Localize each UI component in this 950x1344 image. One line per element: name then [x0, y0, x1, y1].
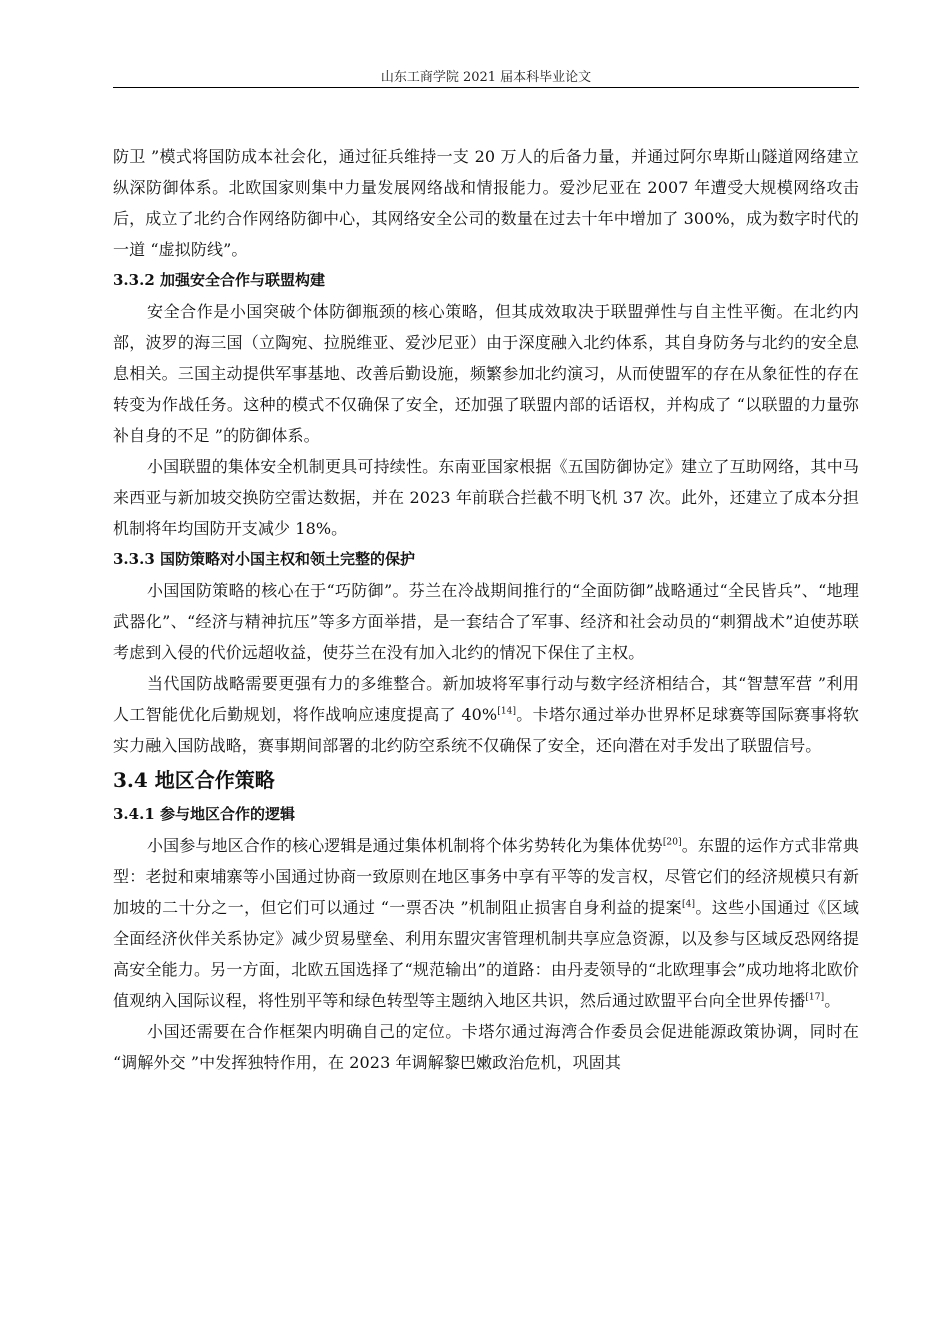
paragraph-collective-security: 小国联盟的集体安全机制更具可持续性。东南亚国家根据《五国防御协定》建立了互助网络，其中马来西亚与新加坡交换防空雷达数据，并在 2023 年前联合拦截不明飞机 37 次。此外，还建立了成本分担机制将年均国防开支减少 18%。: [113, 457, 859, 538]
text-run: 。这些小国通过《区域全面经济伙伴关系协定》减少贸易壁垒、利用东盟灾害管理机制共享应急资源，以及参与区域反恐网络提高安全能力。另一方面，北欧五国选择了“规范输出”的道路：由丹麦领导的“北欧理事会”成功地将北欧价值观纳入国际议程，将性别平等和绿色转型等主题纳入地区共识，然后通过欧盟平台向全世界传播: [113, 898, 859, 1010]
page-content: [113, 141, 859, 1078]
citation-14: [14]: [497, 706, 517, 717]
paragraph-regional-logic: [113, 830, 859, 1016]
heading-3-4-1: 3.4.1 参与地区合作的逻辑: [113, 805, 295, 823]
text-run: 。: [824, 991, 841, 1010]
running-header: 山东工商学院 2021 届本科毕业论文: [380, 70, 592, 85]
citation-20: [20]: [662, 837, 682, 848]
paragraph-positioning: 小国还需要在合作框架内明确自己的定位。卡塔尔通过海湾合作委员会促进能源政策协调，同时在 “调解外交 ”中发挥独特作用，在 2023 年调解黎巴嫩政治危机，巩固其: [113, 1022, 859, 1072]
text-run: 当代国防战略需要更强有力的多维整合。新加坡将军事行动与数字经济相结合，其“智慧军营 ”利用人工智能优化后勤规划，将作战响应速度提高了 40%: [113, 674, 859, 724]
paragraph-continuation: 防卫 ”模式将国防成本社会化，通过征兵维持一支 20 万人的后备力量，并通过阿尔卑斯山隧道网络建立纵深防御体系。北欧国家则集中力量发展网络战和情报能力。爱沙尼亚在 2007 年遭受大规模网络攻击后，成立了北约合作网络防御中心，其网络安全公司的数量在过去十年中增加了 300%，成为数字时代的一道 “虚拟防线”。: [113, 147, 859, 259]
heading-3-3-2: 3.3.2 加强安全合作与联盟构建: [113, 271, 325, 289]
heading-3-4: 3.4 地区合作策略: [113, 768, 275, 792]
text-run: 小国参与地区合作的核心逻辑是通过集体机制将个体劣势转化为集体优势: [147, 836, 663, 855]
heading-3-3-3: 3.3.3 国防策略对小国主权和领土完整的保护: [113, 550, 415, 568]
paragraph-smart-defense: 小国国防策略的核心在于“巧防御”。芬兰在冷战期间推行的“全面防御”战略通过“全民皆兵”、“地理武器化”、“经济与精神抗压”等多方面举措，是一套结合了军事、经济和社会动员的“刺猬战术”迫使苏联考虑到入侵的代价远超收益，使芬兰在没有加入北约的情况下保住了主权。: [113, 581, 859, 662]
citation-4: [4]: [682, 899, 696, 910]
paragraph-integration: [113, 668, 859, 761]
text-run: 。卡塔尔通过举办世界杯足球赛等国际赛事将软实力融入国防战略，赛事期间部署的北约防空系统不仅确保了安全，还向潜在对手发出了联盟信号。: [113, 705, 859, 755]
citation-17: [17]: [805, 992, 825, 1003]
text-run: 。东盟的运作方式非常典型：老挝和柬埔寨等小国通过协商一致原则在地区事务中享有平等的发言权，尽管它们的经济规模只有新加坡的二十分之一，但它们可以通过 “一票否决 ”机制阻止损害自身利益的提案: [113, 836, 859, 917]
paragraph-alliance: 安全合作是小国突破个体防御瓶颈的核心策略，但其成效取决于联盟弹性与自主性平衡。在北约内部，波罗的海三国（立陶宛、拉脱维亚、爱沙尼亚）由于深度融入北约体系，其自身防务与北约的安全息息相关。三国主动提供军事基地、改善后勤设施，频繁参加北约演习，从而使盟军的存在从象征性的存在转变为作战任务。这种的模式不仅确保了安全，还加强了联盟内部的话语权，并构成了 “以联盟的力量弥补自身的不足 ”的防御体系。: [113, 302, 859, 445]
header-rule: [113, 87, 859, 88]
